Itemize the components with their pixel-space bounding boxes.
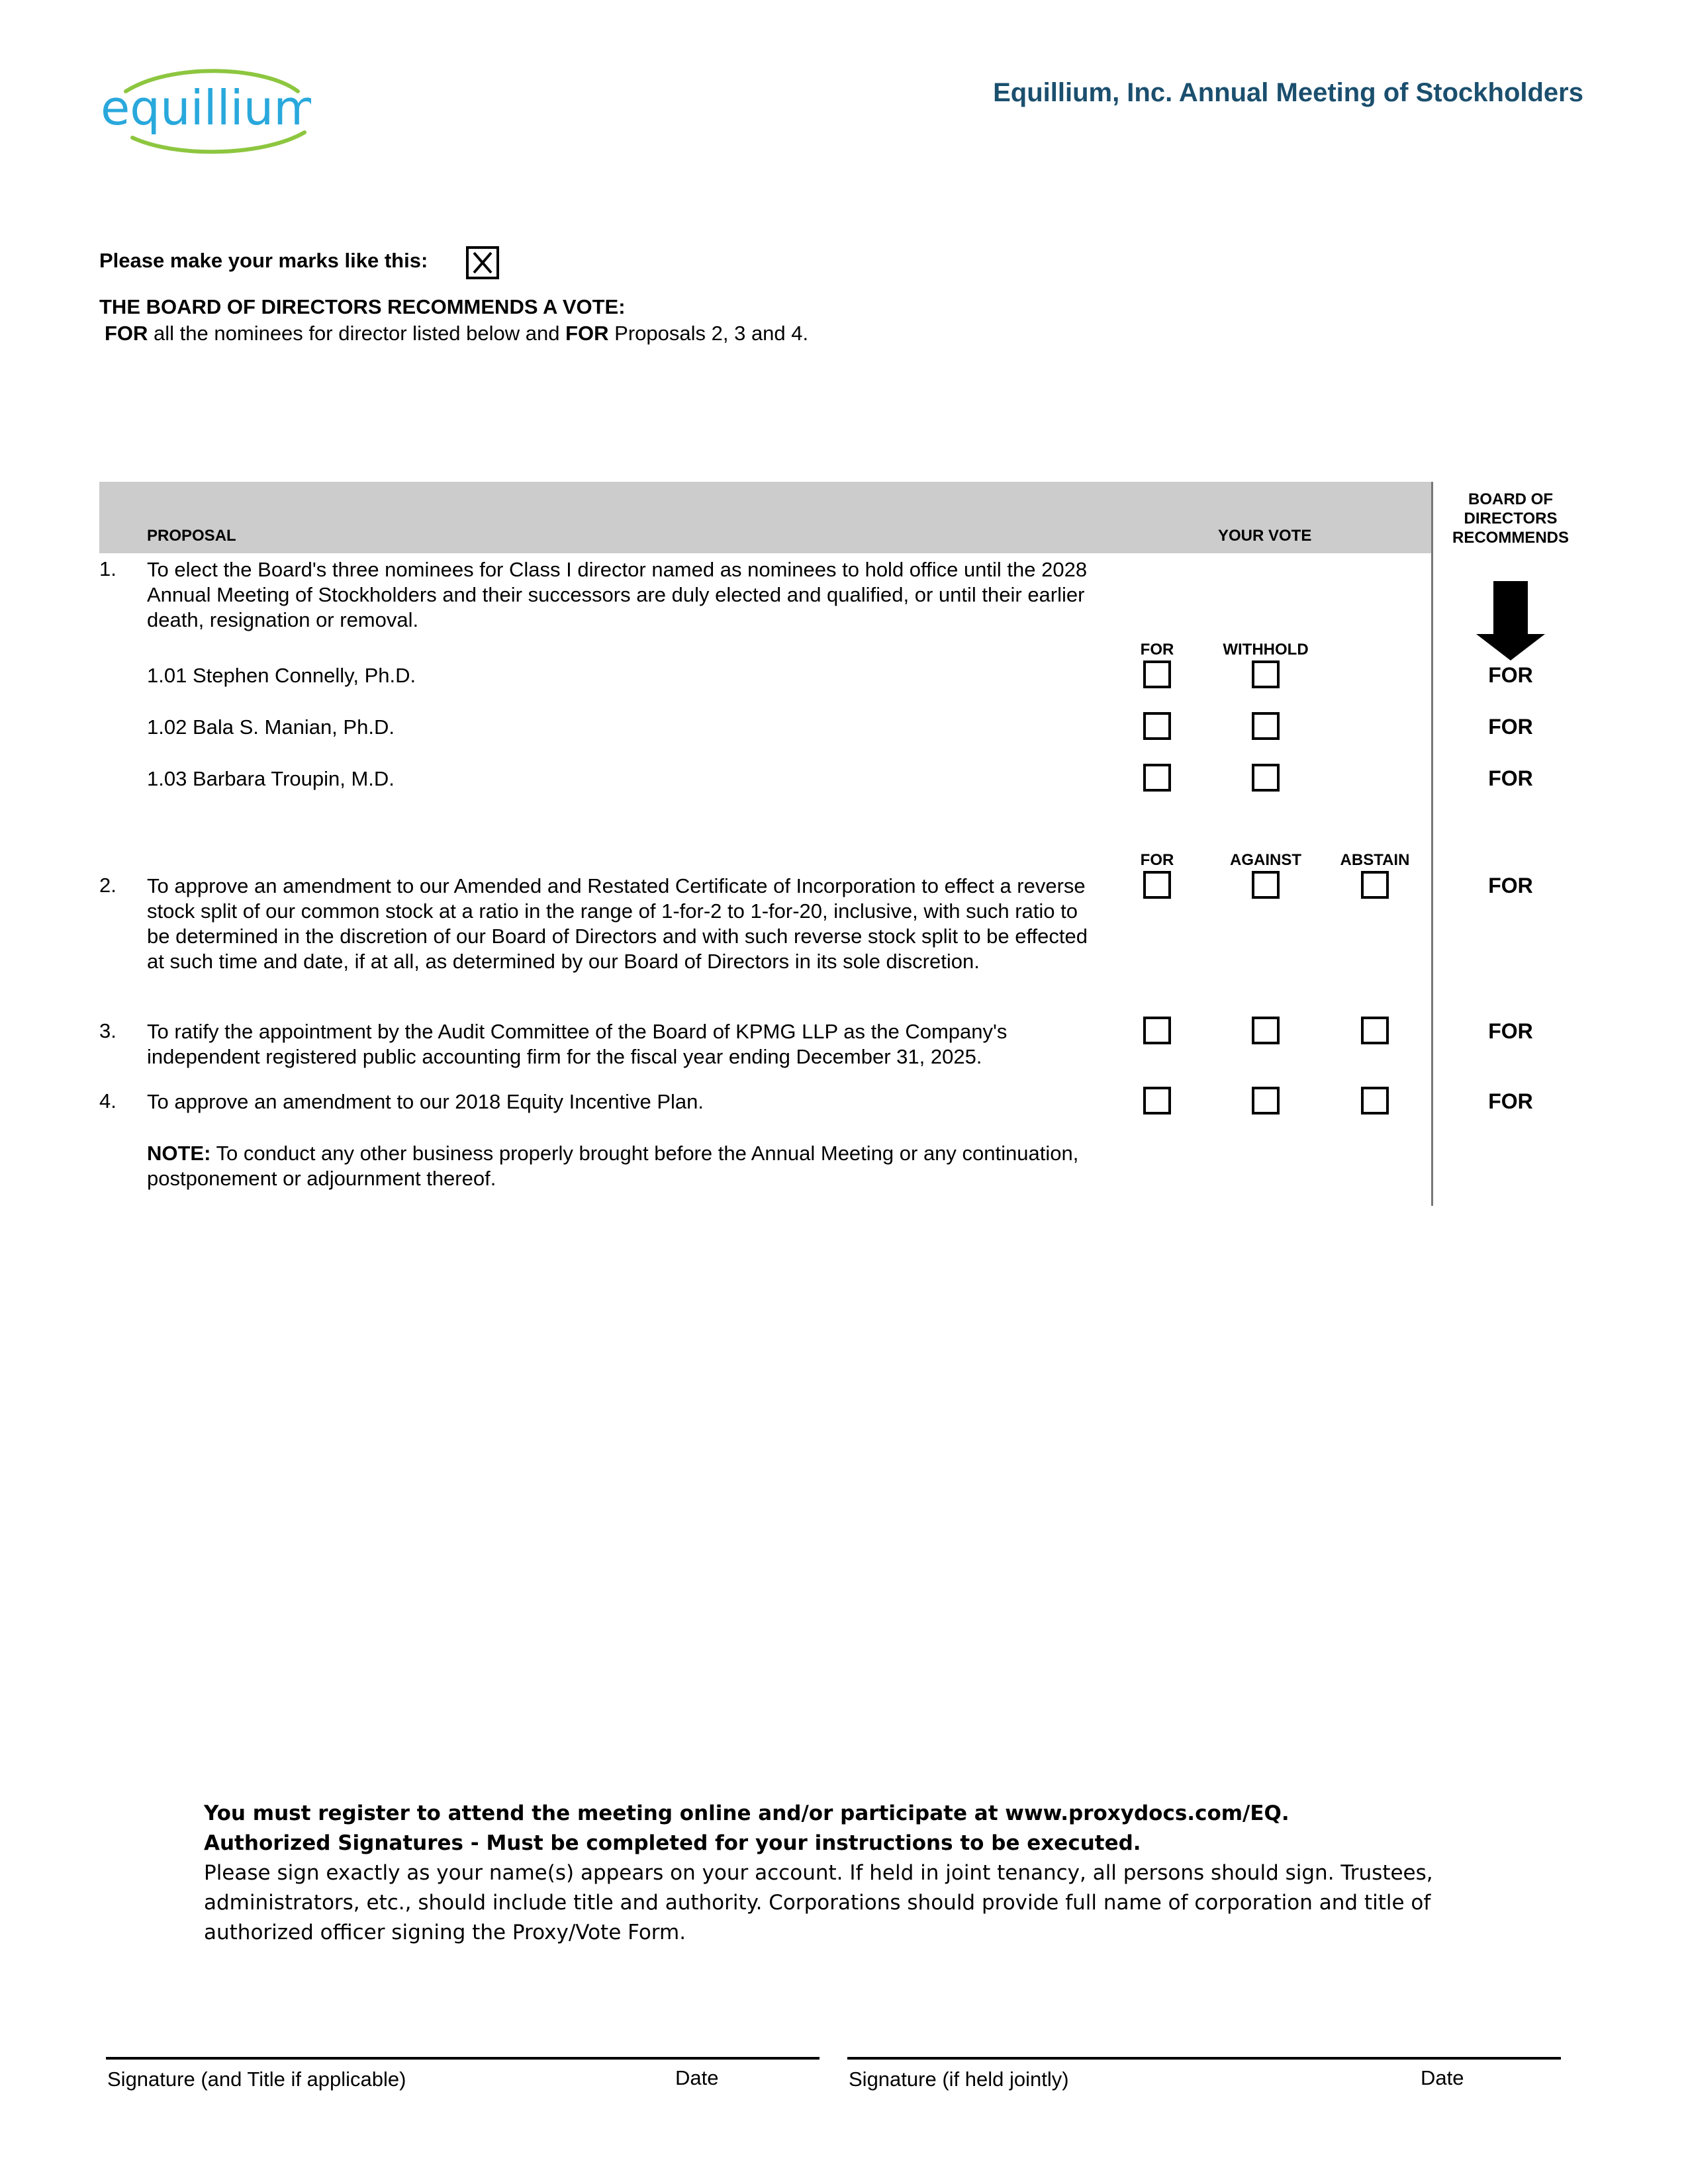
proposal-4-number: 4. — [99, 1089, 117, 1113]
nominee-3-for-checkbox[interactable] — [1143, 764, 1171, 792]
register-notice: You must register to attend the meeting online and/or participate at www.proxydocs.com/EQ. — [204, 1801, 1289, 1825]
date-label-2: Date — [1421, 2066, 1464, 2089]
proposal-2-abstain-checkbox[interactable] — [1361, 871, 1389, 899]
proposal-1-text: To elect the Board's three nominees for Class I director named as nominees to hold office until the 2028 Annual Meeting of Stockholders and their successors are duly elected and qualified, or until their earlier death, resignation or removal. — [147, 558, 1088, 631]
page-title: Equillium, Inc. Annual Meeting of Stockholders — [993, 78, 1583, 107]
proposal-3-for-checkbox[interactable] — [1143, 1017, 1171, 1044]
proposal-3-recommendation: FOR — [1488, 1019, 1533, 1043]
option-withhold-header: WITHHOLD — [1223, 641, 1309, 659]
nominee-2-withhold-checkbox[interactable] — [1252, 712, 1280, 740]
proposal-4-for-checkbox[interactable] — [1143, 1087, 1171, 1115]
proposal-4-text: To approve an amendment to our 2018 Equity Incentive Plan. — [147, 1090, 704, 1113]
authorized-signatures-heading: Authorized Signatures - Must be completed for your instructions to be executed. — [204, 1831, 1141, 1855]
proposal-2-against-checkbox[interactable] — [1252, 871, 1280, 899]
signature-line-1[interactable] — [106, 2057, 820, 2060]
proposal-2-recommendation: FOR — [1488, 874, 1533, 897]
logo-text: equillium — [101, 80, 311, 136]
option-for-header: FOR — [1140, 641, 1174, 659]
marks-instruction: Please make your marks like this: — [99, 249, 428, 272]
your-vote-column-header: YOUR VOTE — [1218, 527, 1312, 545]
option-against-header: AGAINST — [1230, 851, 1301, 869]
signature-notice — [204, 1799, 1515, 1948]
signature-line-2[interactable] — [847, 2057, 1561, 2060]
proposal-4-against-checkbox[interactable] — [1252, 1087, 1280, 1115]
proposal-4-abstain-checkbox[interactable] — [1361, 1087, 1389, 1115]
nominee-label: 1.01 Stephen Connelly, Ph.D. — [147, 664, 416, 687]
note-text: NOTE: To conduct any other business properly brought before the Annual Meeting or any continuation, postponement or adjournment thereof. — [147, 1142, 1079, 1190]
nominee-label: 1.02 Bala S. Manian, Ph.D. — [147, 715, 395, 739]
option-abstain-header: ABSTAIN — [1340, 851, 1410, 869]
arrow-down-icon — [1474, 581, 1548, 660]
nominee-3-recommendation: FOR — [1488, 766, 1533, 790]
option-for-header: FOR — [1140, 851, 1174, 869]
board-recommends-text: FOR all the nominees for director listed below and FOR Proposals 2, 3 and 4. — [105, 322, 809, 345]
proposal-3-abstain-checkbox[interactable] — [1361, 1017, 1389, 1044]
nominee-3-withhold-checkbox[interactable] — [1252, 764, 1280, 792]
proposal-2-text: To approve an amendment to our Amended and Restated Certificate of Incorporation to effect a reverse stock split of our common stock at a ratio in the range of 1-for-2 to 1-for-20, inclusive, with such ratio to be determined in the discretion of our Board of Directors and with such reverse stock split to be effected at such time and date, if at all, as determined by our Board of Directors in its sole discretion. — [147, 874, 1088, 973]
nominee-2-recommendation: FOR — [1488, 715, 1533, 739]
proposal-3-against-checkbox[interactable] — [1252, 1017, 1280, 1044]
proposal-2-number: 2. — [99, 874, 117, 897]
proposal-3-text: To ratify the appointment by the Audit Committee of the Board of KPMG LLP as the Company's independent registered public accounting firm for the fiscal year ending December 31, 2025. — [147, 1020, 1008, 1068]
board-recommends-column-header: BOARD OF DIRECTORS RECOMMENDS — [1452, 490, 1569, 547]
nominee-label: 1.03 Barbara Troupin, M.D. — [147, 767, 395, 790]
signature-label-2: Signature (if held jointly) — [849, 2068, 1069, 2091]
nominee-1-for-checkbox[interactable] — [1143, 660, 1171, 688]
signature-label-1: Signature (and Title if applicable) — [107, 2068, 406, 2091]
proposal-4-recommendation: FOR — [1488, 1089, 1533, 1113]
nominee-1-withhold-checkbox[interactable] — [1252, 660, 1280, 688]
nominee-1-recommendation: FOR — [1488, 663, 1533, 687]
sample-mark-box — [466, 246, 499, 279]
recommend-divider — [1431, 482, 1433, 1206]
equillium-logo — [99, 66, 311, 159]
signing-instructions: Please sign exactly as your name(s) appears on your account. If held in joint tenancy, all persons should sign. Trustees, administrators, etc., should include title and authority. Corporations should provide full name of corporation and title of authorized officer signing the Proxy/Vote Form. — [204, 1861, 1433, 1944]
proposal-3-number: 3. — [99, 1019, 117, 1042]
proposal-1-number: 1. — [99, 557, 117, 580]
nominee-2-for-checkbox[interactable] — [1143, 712, 1171, 740]
date-label-1: Date — [675, 2066, 719, 2089]
board-recommends-heading: THE BOARD OF DIRECTORS RECOMMENDS A VOTE: — [99, 295, 626, 318]
x-mark-icon — [469, 249, 496, 277]
proposal-column-header: PROPOSAL — [147, 527, 236, 545]
proposal-2-for-checkbox[interactable] — [1143, 871, 1171, 899]
